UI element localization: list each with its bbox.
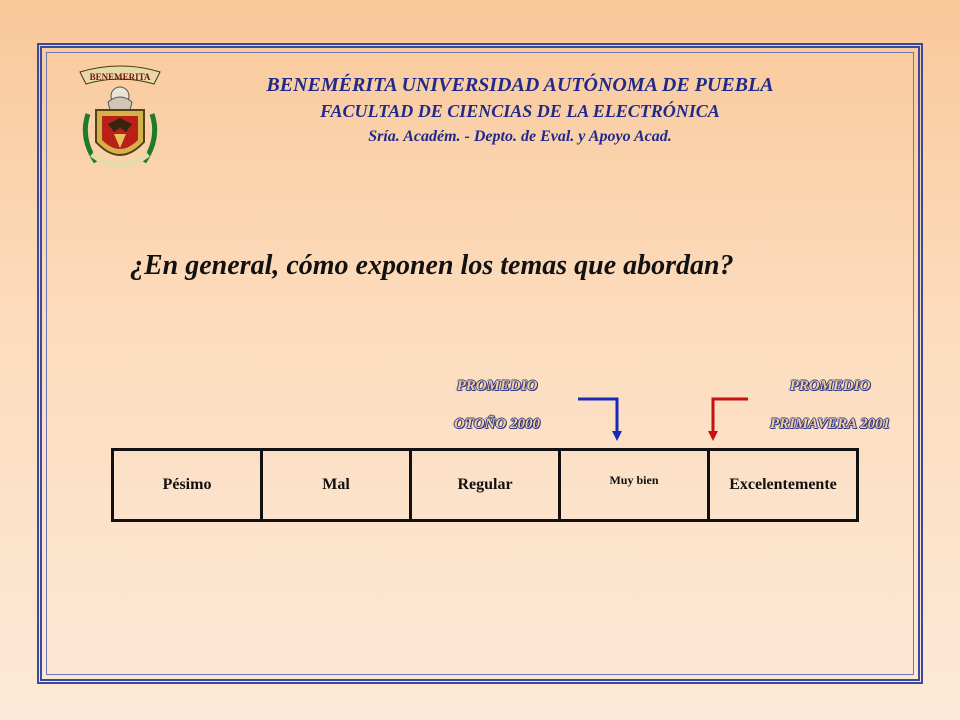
department-name: Sría. Académ. - Depto. de Eval. y Apoyo Acad.	[368, 128, 672, 145]
average-arrows	[570, 395, 770, 445]
rating-option-regular: Regular	[412, 451, 561, 519]
average-label-title: PROMEDIO	[456, 378, 538, 394]
university-name: BENEMÉRITA UNIVERSIDAD AUTÓNOMA DE PUEBLA	[266, 74, 774, 96]
institution-header	[180, 72, 860, 150]
survey-question: ¿En general, cómo exponen los temas que abordan?	[130, 250, 734, 281]
university-crest-logo	[74, 58, 166, 178]
arrow-autumn-2000-head	[612, 431, 622, 441]
average-label-autumn-2000	[432, 376, 562, 452]
rating-option-pesimo: Pésimo	[114, 451, 263, 519]
average-label-title: PROMEDIO	[789, 378, 871, 394]
rating-option-muy-bien: Muy bien	[561, 451, 710, 519]
faculty-name: FACULTAD DE CIENCIAS DE LA ELECTRÓNICA	[320, 101, 720, 121]
average-label-spring-2001	[750, 376, 910, 452]
rating-scale	[111, 448, 859, 522]
average-label-period: PRIMAVERA 2001	[769, 416, 891, 432]
arrow-autumn-2000	[578, 399, 617, 431]
arrow-spring-2001-head	[708, 431, 718, 441]
arrow-spring-2001	[713, 399, 748, 431]
average-label-period: OTOÑO 2000	[454, 416, 540, 432]
rating-option-mal: Mal	[263, 451, 412, 519]
logo-banner-text: BENEMERITA	[89, 72, 151, 82]
rating-option-excelentemente: Excelentemente	[729, 476, 837, 493]
